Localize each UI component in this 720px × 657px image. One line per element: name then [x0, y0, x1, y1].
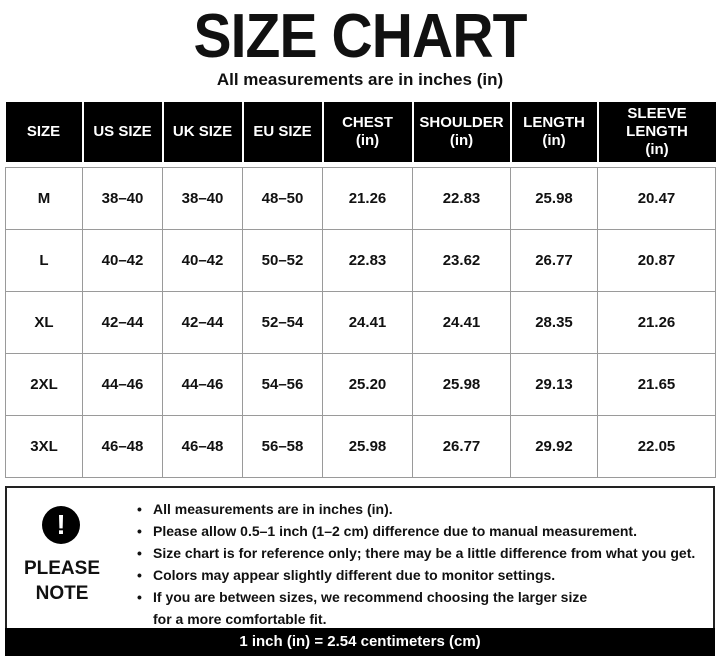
- cell-eu-size: 54–56: [243, 353, 323, 415]
- cell-uk-size: 38–40: [163, 167, 243, 229]
- cell-sleeve-length: 22.05: [598, 415, 716, 477]
- cell-chest: 24.41: [323, 291, 413, 353]
- cell-size: M: [6, 167, 83, 229]
- cell-length: 29.92: [511, 415, 598, 477]
- cell-us-size: 46–48: [83, 415, 163, 477]
- conversion-footer: 1 inch (in) = 2.54 centimeters (cm): [5, 628, 715, 656]
- cell-chest: 22.83: [323, 229, 413, 291]
- cell-chest: 25.20: [323, 353, 413, 415]
- page-subtitle: All measurements are in inches (in): [216, 70, 504, 89]
- cell-length: 25.98: [511, 167, 598, 229]
- cell-uk-size: 44–46: [163, 353, 243, 415]
- header-us-size: US SIZE: [83, 102, 163, 162]
- bullet-icon: •: [137, 523, 142, 539]
- please-note-heading: PLEASE NOTE: [23, 558, 101, 604]
- size-table: [5, 102, 716, 478]
- list-item: • Size chart is for reference only; there may be a little difference from what you get.: [137, 542, 707, 564]
- table-row: [6, 415, 716, 477]
- cell-shoulder: 25.98: [413, 353, 511, 415]
- bullet-icon: •: [137, 545, 142, 561]
- cell-shoulder: 26.77: [413, 415, 511, 477]
- cell-us-size: 42–44: [83, 291, 163, 353]
- cell-chest: 21.26: [323, 167, 413, 229]
- header-shoulder: SHOULDER (in): [413, 102, 511, 162]
- table-row: [6, 291, 716, 353]
- cell-uk-size: 46–48: [163, 415, 243, 477]
- header-length: LENGTH (in): [511, 102, 598, 162]
- table-header-row: [6, 102, 716, 162]
- cell-eu-size: 50–52: [243, 229, 323, 291]
- cell-size: 3XL: [6, 415, 83, 477]
- cell-eu-size: 56–58: [243, 415, 323, 477]
- note-list: [137, 498, 707, 630]
- header-chest: CHEST (in): [323, 102, 413, 162]
- table-row: [6, 167, 716, 229]
- list-item: • Please allow 0.5–1 inch (1–2 cm) difference due to manual measurement.: [137, 520, 707, 542]
- header-eu-size: EU SIZE: [243, 102, 323, 162]
- cell-us-size: 38–40: [83, 167, 163, 229]
- cell-size: XL: [6, 291, 83, 353]
- list-item: • Colors may appear slightly different due to monitor settings.: [137, 564, 707, 586]
- cell-eu-size: 52–54: [243, 291, 323, 353]
- cell-length: 29.13: [511, 353, 598, 415]
- cell-eu-size: 48–50: [243, 167, 323, 229]
- cell-us-size: 44–46: [83, 353, 163, 415]
- cell-sleeve-length: 20.47: [598, 167, 716, 229]
- cell-length: 26.77: [511, 229, 598, 291]
- bullet-icon: •: [137, 501, 142, 517]
- cell-us-size: 40–42: [83, 229, 163, 291]
- cell-uk-size: 40–42: [163, 229, 243, 291]
- exclamation-icon: !: [42, 506, 80, 544]
- page-title: SIZE CHART: [193, 2, 527, 71]
- header-uk-size: UK SIZE: [163, 102, 243, 162]
- table-row: [6, 229, 716, 291]
- list-item: • All measurements are in inches (in).: [137, 498, 707, 520]
- cell-chest: 25.98: [323, 415, 413, 477]
- cell-shoulder: 23.62: [413, 229, 511, 291]
- cell-shoulder: 22.83: [413, 167, 511, 229]
- cell-sleeve-length: 21.26: [598, 291, 716, 353]
- please-note-box: [5, 486, 715, 628]
- cell-uk-size: 42–44: [163, 291, 243, 353]
- cell-size: 2XL: [6, 353, 83, 415]
- cell-sleeve-length: 21.65: [598, 353, 716, 415]
- bullet-icon: •: [137, 589, 142, 605]
- bullet-icon: •: [137, 567, 142, 583]
- list-item: • If you are between sizes, we recommend choosing the larger size for a more comfortable fit.: [137, 586, 707, 630]
- header-size: SIZE: [6, 102, 83, 162]
- cell-size: L: [6, 229, 83, 291]
- table-row: [6, 353, 716, 415]
- cell-length: 28.35: [511, 291, 598, 353]
- note-heading-block: [7, 488, 117, 628]
- header-sleeve-length: SLEEVE LENGTH (in): [598, 102, 716, 162]
- cell-shoulder: 24.41: [413, 291, 511, 353]
- cell-sleeve-length: 20.87: [598, 229, 716, 291]
